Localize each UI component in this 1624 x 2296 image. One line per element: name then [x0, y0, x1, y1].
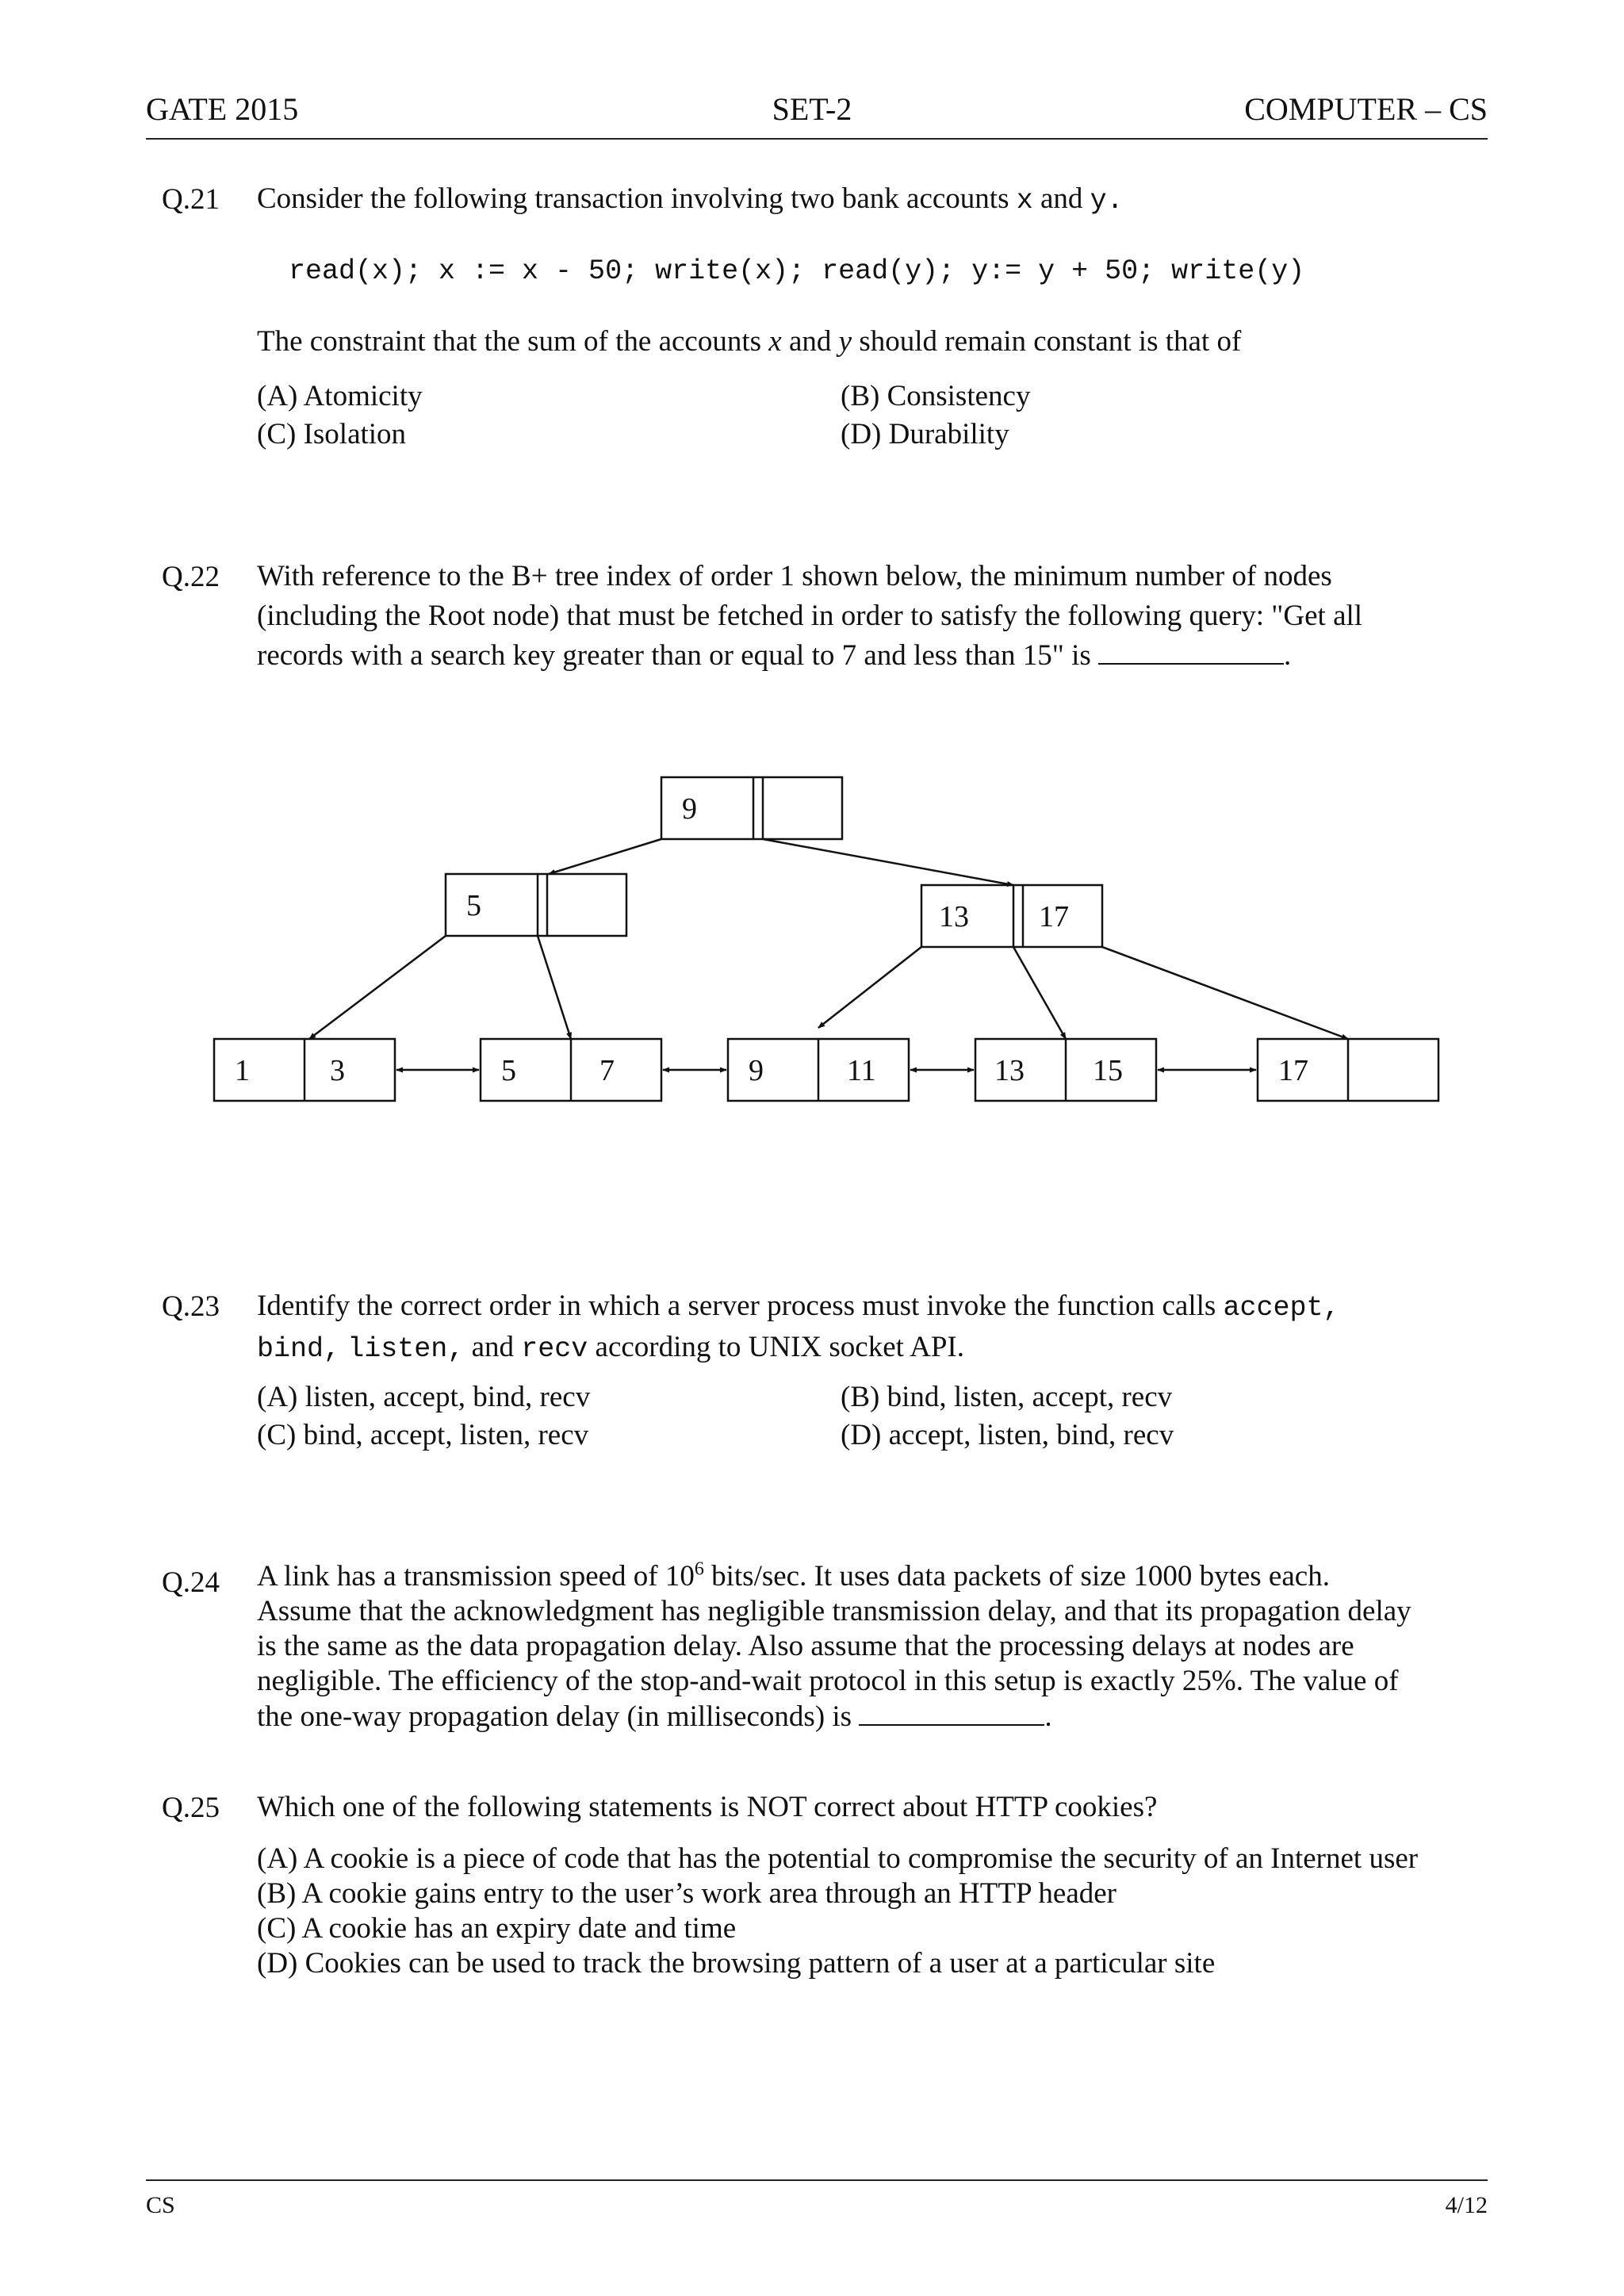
leaf-2-key-2: 7: [599, 1054, 615, 1087]
q21-option-b[interactable]: (B) Consistency: [841, 380, 1031, 412]
q22-line-3-text: records with a search key greater than or equal to 7 and less than 15" is: [257, 639, 1091, 672]
footer-rule: [146, 2179, 1488, 2181]
q21-number: Q.21: [162, 183, 220, 216]
q23-fn-bind: bind,: [257, 1333, 341, 1365]
q24-line-5-end: .: [1044, 1700, 1052, 1733]
leaf-1-key-2: 3: [330, 1054, 345, 1087]
q21-stem-and: and: [788, 325, 832, 358]
leaf-3-key-2: 11: [847, 1054, 876, 1087]
q24-line-1: [257, 1559, 1467, 1594]
q24-line-1-post: bits/sec. It uses data packets of size 1000 bytes each.: [703, 1560, 1330, 1593]
q23-text: [257, 1286, 1467, 1369]
q23-outro: according to UNIX socket API.: [595, 1331, 964, 1363]
q21-var-x: x: [1016, 185, 1033, 217]
leaf-3-key-1: 9: [749, 1054, 764, 1087]
header-subject: COMPUTER – CS: [1244, 91, 1488, 127]
q21-option-a[interactable]: (A) Atomicity: [257, 380, 423, 412]
q21-stem-post: should remain constant is that of: [859, 325, 1242, 358]
q22-line-1: With reference to the B+ tree index of order 1 shown below, the minimum number of nodes: [257, 560, 1332, 592]
q23-line-2: [257, 1328, 1467, 1369]
q24-line-4: negligible. The efficiency of the stop-and-wait protocol in this setup is exactly 25%. The value of: [257, 1665, 1399, 1697]
q21-stem-y: y: [838, 325, 852, 358]
q23-option-a[interactable]: (A) listen, accept, bind, recv: [257, 1381, 591, 1413]
q24-text: [257, 1559, 1467, 1734]
internal-right-key-2: 17: [1039, 900, 1069, 933]
q23-option-c[interactable]: (C) bind, accept, listen, recv: [257, 1419, 589, 1451]
pointer-root-right: [763, 839, 1013, 885]
q21-var-y: y.: [1090, 185, 1124, 217]
q21-stem-x: x: [768, 325, 782, 358]
q23-and: and: [471, 1331, 514, 1363]
leaf-4-key-1: 13: [994, 1054, 1025, 1087]
q22-line-2: (including the Root node) that must be fetched in order to satisfy the following query: "Get all: [257, 600, 1363, 632]
q24-line-5-text: the one-way propagation delay (in milliseconds) is: [257, 1700, 852, 1733]
internal-left-key-1: 5: [466, 889, 481, 922]
q24-exponent: 6: [694, 1558, 704, 1580]
q24-answer-blank[interactable]: [859, 1699, 1044, 1726]
q23-option-b[interactable]: (B) bind, listen, accept, recv: [841, 1381, 1173, 1413]
header-exam-title: GATE 2015: [146, 91, 299, 127]
pointer-root-left: [549, 839, 661, 874]
q25-option-c[interactable]: (C) A cookie has an expiry date and time: [257, 1912, 737, 1945]
q23-fn-recv: recv: [521, 1333, 588, 1365]
q22-number: Q.22: [162, 561, 220, 593]
q24-line-2: Assume that the acknowledgment has negligible transmission delay, and that its propagation delay: [257, 1595, 1411, 1627]
q24-line-5: [257, 1699, 1467, 1734]
q25-option-a[interactable]: (A) A cookie is a piece of code that has the potential to compromise the security of an Internet user: [257, 1842, 1419, 1875]
leaf-5-key-1: 17: [1278, 1054, 1308, 1087]
q25-option-d[interactable]: (D) Cookies can be used to track the browsing pattern of a user at a particular site: [257, 1947, 1216, 1980]
q23-fn-listen: listen,: [347, 1333, 465, 1365]
q21-option-d[interactable]: (D) Durability: [841, 418, 1009, 450]
q21-stem-pre: The constraint that the sum of the accounts: [257, 325, 762, 358]
leaf-2-key-1: 5: [501, 1054, 516, 1087]
footer-subject-code: CS: [146, 2192, 175, 2218]
q24-line-3: is the same as the data propagation delay. Also assume that the processing delays at nodes are: [257, 1630, 1354, 1662]
footer-page-number: 4/12: [1445, 2192, 1488, 2218]
q23-number: Q.23: [162, 1290, 220, 1323]
q23-line-1: [257, 1286, 1467, 1328]
q21-and: and: [1040, 182, 1083, 215]
header-set: SET-2: [772, 91, 852, 127]
q23-option-d[interactable]: (D) accept, listen, bind, recv: [841, 1419, 1174, 1451]
leaf-4-key-2: 15: [1093, 1054, 1123, 1087]
q25-option-b[interactable]: (B) A cookie gains entry to the user’s work area through an HTTP header: [257, 1877, 1117, 1910]
q24-number: Q.24: [162, 1566, 220, 1599]
q25-text: Which one of the following statements is NOT correct about HTTP cookies?: [257, 1791, 1158, 1823]
internal-right-key-1: 13: [939, 900, 969, 933]
q21-option-c[interactable]: (C) Isolation: [257, 418, 407, 450]
q23-fn-accept: accept,: [1223, 1292, 1340, 1324]
q24-line-1-pre: A link has a transmission speed of 10: [257, 1560, 695, 1593]
root-key-1: 9: [682, 792, 697, 826]
leaf-1-key-1: 1: [235, 1054, 250, 1087]
q22-line-3-end: .: [1284, 639, 1292, 672]
q21-intro: Consider the following transaction involving two bank accounts: [257, 182, 1009, 215]
q23-intro: Identify the correct order in which a server process must invoke the function calls: [257, 1290, 1216, 1322]
q21-code: read(x); x := x - 50; write(x); read(y); y:= y + 50; write(y): [289, 255, 1305, 287]
q25-number: Q.25: [162, 1792, 220, 1824]
